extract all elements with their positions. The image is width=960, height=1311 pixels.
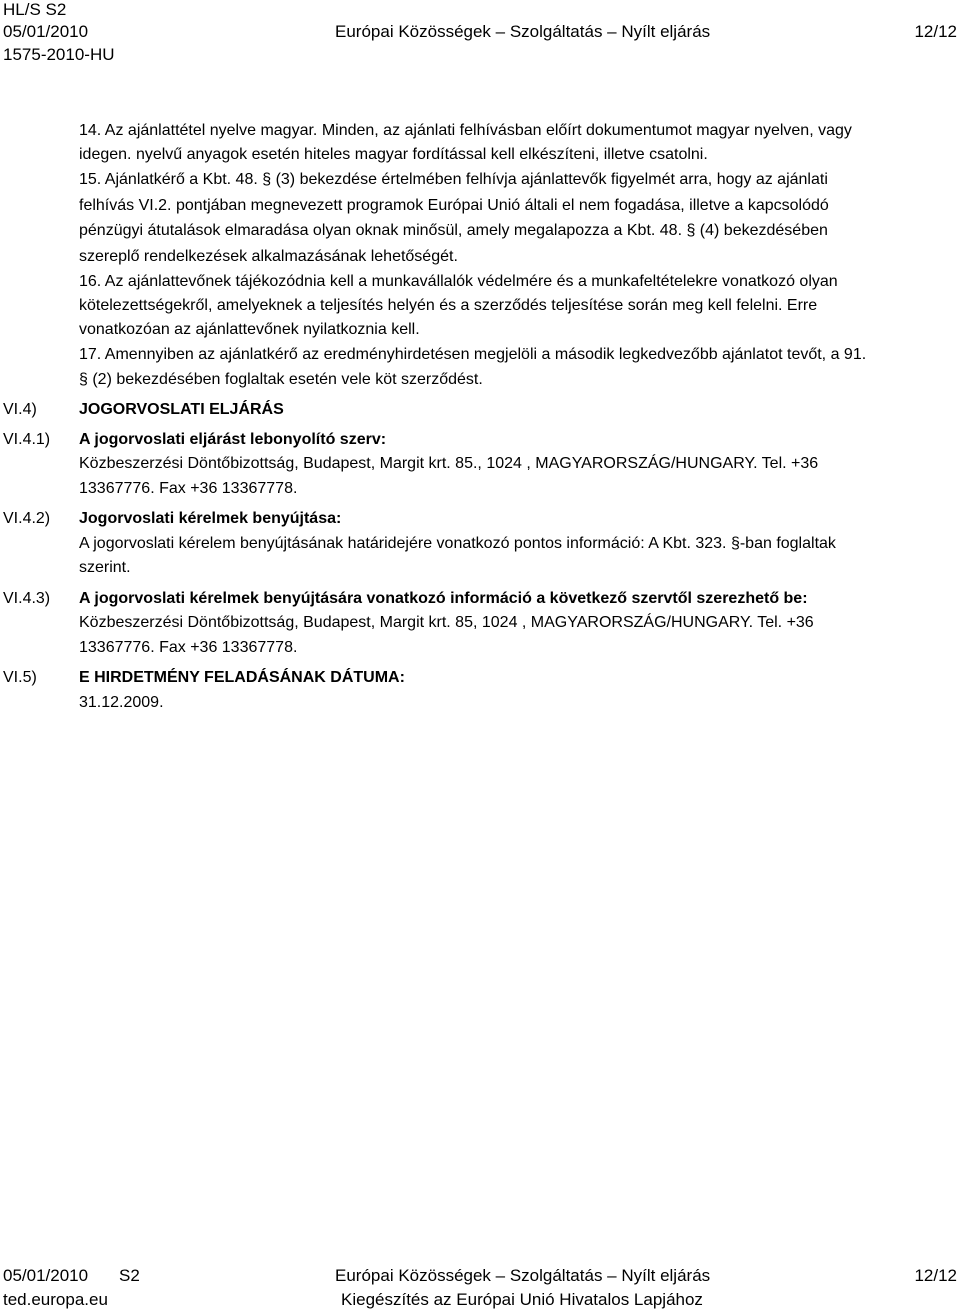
footer-journal: Kiegészítés az Európai Unió Hivatalos Lapjához: [341, 1290, 703, 1309]
section-text-vi43: Közbeszerzési Döntőbizottság, Budapest, Margit krt. 85, 1024 , MAGYARORSZÁG/HUNGARY. Tel. +36: [79, 614, 814, 631]
section-title-vi42: Jogorvoslati kérelmek benyújtása:: [79, 510, 342, 527]
header-notice-id: 1575-2010-HU: [3, 45, 115, 64]
header-page-number: 12/12: [914, 22, 957, 41]
body-line: pénzügyi átutalások elmaradása olyan oknak minősül, amely megalapozza a Kbt. 48. § (4) bekezdésében: [79, 222, 828, 239]
section-text-vi41: 13367776. Fax +36 13367778.: [79, 480, 298, 497]
body-line: szereplő rendelkezések alkalmazásának lehetőségét.: [79, 248, 458, 265]
section-title-vi41: A jogorvoslati eljárást lebonyolító szerv:: [79, 431, 387, 448]
body-line: vonatkozóan az ajánlattevőnek nyilatkoznia kell.: [79, 321, 420, 338]
section-text-vi43: 13367776. Fax +36 13367778.: [79, 639, 298, 656]
header-publication: Európai Közösségek – Szolgáltatás – Nyílt eljárás: [335, 22, 711, 41]
section-text-vi42: szerint.: [79, 559, 131, 576]
section-text-vi41: Közbeszerzési Döntőbizottság, Budapest, Margit krt. 85., 1024 , MAGYARORSZÁG/HUNGARY. Tel. +36: [79, 455, 819, 472]
section-label-vi4: VI.4): [3, 401, 37, 418]
footer-series: S2: [119, 1266, 140, 1285]
footer-site: ted.europa.eu: [3, 1290, 108, 1309]
body-line: 16. Az ajánlattevőnek tájékozódnia kell a munkavállalók védelmére és a munkafeltételekre vonatkozó olyan: [79, 273, 838, 290]
header-date: 05/01/2010: [3, 22, 89, 41]
section-text-vi42: A jogorvoslati kérelem benyújtásának határidejére vonatkozó pontos információ: A Kbt. 323. §-ban foglaltak: [79, 535, 836, 552]
body-line: felhívás VI.2. pontjában megnevezett programok Európai Unió általi el nem fogadása, illetve a kapcsolódó: [79, 197, 829, 214]
section-label-vi42: VI.4.2): [3, 510, 51, 527]
section-title-vi5: E HIRDETMÉNY FELADÁSÁNAK DÁTUMA:: [79, 669, 405, 686]
body-line: idegen. nyelvű anyagok esetén hiteles magyar fordítással kell elkészíteni, illetve csatolni.: [79, 146, 708, 163]
footer-page-number: 12/12: [914, 1266, 957, 1285]
body-line: 15. Ajánlatkérő a Kbt. 48. § (3) bekezdése értelmében felhívja ajánlattevők figyelmét arra, hogy az ajánlati: [79, 171, 828, 188]
body-line: 17. Amennyiben az ajánlatkérő az eredményhirdetésen megjelöli a második legkedvezőbb ajánlatot tevőt, a 91.: [79, 346, 867, 363]
section-label-vi5: VI.5): [3, 669, 37, 686]
section-text-vi5: 31.12.2009.: [79, 694, 164, 711]
header-series: HL/S S2: [3, 0, 67, 19]
footer-date: 05/01/2010: [3, 1266, 89, 1285]
section-title-vi43: A jogorvoslati kérelmek benyújtására vonatkozó információ a következő szervtől szerezhető be:: [79, 590, 808, 607]
body-line: kötelezettségekről, amelyeknek a teljesítés helyén és a szerződés teljesítése során meg kell felelni. Erre: [79, 297, 818, 314]
section-label-vi41: VI.4.1): [3, 431, 51, 448]
body-line: 14. Az ajánlattétel nyelve magyar. Minden, az ajánlati felhívásban előírt dokumentumot magyar nyelven, vagy: [79, 122, 852, 139]
section-title-vi4: JOGORVOSLATI ELJÁRÁS: [79, 401, 284, 418]
section-label-vi43: VI.4.3): [3, 590, 51, 607]
footer-publication: Európai Közösségek – Szolgáltatás – Nyílt eljárás: [335, 1266, 711, 1285]
body-line: § (2) bekezdésében foglaltak esetén vele köt szerződést.: [79, 371, 483, 388]
